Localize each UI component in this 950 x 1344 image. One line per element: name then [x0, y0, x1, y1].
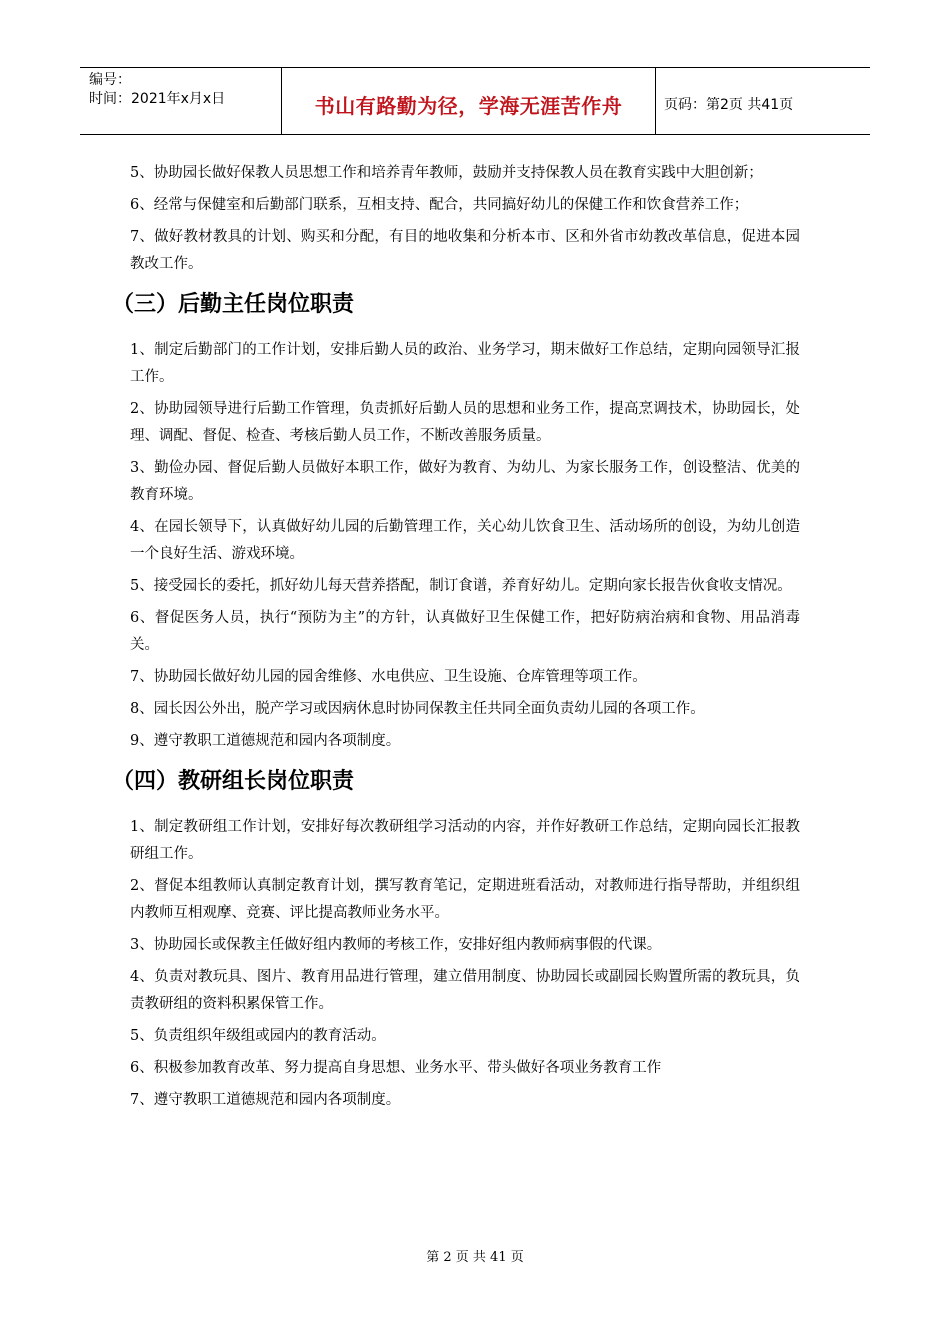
paragraph: 2、协助园领导进行后勤工作管理，负责抓好后勤人员的思想和业务工作，提高烹调技术，协助园长，处理、调配、督促、检查、考核后勤人员工作，不断改善服务质量。	[130, 401, 800, 444]
paragraph: 1、制定教研组工作计划，安排好每次教研组学习活动的内容，并作好教研工作总结，定期向园长汇报教研组工作。	[130, 819, 800, 862]
paragraph: 6、经常与保健室和后勤部门联系，互相支持、配合，共同搞好幼儿的保健工作和饮食营养工作；	[130, 197, 749, 213]
paragraph: 5、协助园长做好保教人员思想工作和培养青年教师，鼓励并支持保教人员在教育实践中大胆创新；	[130, 165, 763, 181]
paragraph: 1、制定后勤部门的工作计划，安排后勤人员的政治、业务学习，期末做好工作总结，定期向园领导汇报工作。	[130, 342, 800, 385]
paragraph: 3、勤俭办园、督促后勤人员做好本职工作，做好为教育、为幼儿、为家长服务工作，创设整洁、优美的教育环境。	[130, 460, 800, 503]
paragraph: 4、在园长领导下，认真做好幼儿园的后勤管理工作，关心幼儿饮食卫生、活动场所的创设，为幼儿创造一个良好生活、游戏环境。	[130, 519, 800, 562]
paragraph: 8、园长因公外出，脱产学习或因病休息时协同保教主任共同全面负责幼儿园的各项工作。	[130, 701, 705, 717]
header-meta	[80, 68, 282, 134]
paragraph: 2、督促本组教师认真制定教育计划，撰写教育笔记，定期进班看活动，对教师进行指导帮助，并组织组内教师互相观摩、竞赛、评比提高教师业务水平。	[130, 878, 800, 921]
document-number-label: 编号：	[89, 72, 131, 88]
document-body	[112, 160, 800, 1119]
header-motto: 书山有路勤为径，学海无涯苦作舟	[282, 68, 656, 134]
paragraph: 5、负责组织年级组或园内的教育活动。	[130, 1028, 386, 1044]
page-header	[80, 67, 870, 135]
paragraph: 7、做好教材教具的计划、购买和分配，有目的地收集和分析本市、区和外省市幼教改革信息，促进本园教改工作。	[130, 229, 800, 272]
paragraph: 6、积极参加教育改革、努力提高自身思想、业务水平、带头做好各项业务教育工作	[130, 1060, 662, 1076]
paragraph: 5、接受园长的委托，抓好幼儿每天营养搭配，制订食谱，养育好幼儿。定期向家长报告伙食收支情况。	[130, 578, 792, 594]
section-heading: （三）后勤主任岗位职责	[112, 292, 355, 317]
paragraph: 7、协助园长做好幼儿园的园舍维修、水电供应、卫生设施、仓库管理等项工作。	[130, 669, 647, 685]
section-four	[130, 814, 800, 1114]
document-date: 时间：2021年x月x日	[89, 91, 226, 107]
paragraph: 3、协助园长或保教主任做好组内教师的考核工作，安排好组内教师病事假的代课。	[130, 937, 662, 953]
paragraph: 7、遵守教职工道德规范和园内各项制度。	[130, 1092, 401, 1108]
section-three	[130, 337, 800, 755]
header-page-info: 页码：第2页 共41页	[664, 97, 794, 113]
section-top	[130, 160, 800, 278]
page-footer: 第 2 页 共 41 页	[426, 1250, 524, 1265]
paragraph: 9、遵守教职工道德规范和园内各项制度。	[130, 733, 401, 749]
paragraph: 6、督促医务人员，执行“预防为主”的方针，认真做好卫生保健工作，把好防病治病和食物、用品消毒关。	[130, 610, 800, 653]
paragraph: 4、负责对教玩具、图片、教育用品进行管理，建立借用制度、协助园长或副园长购置所需的教玩具，负责教研组的资料积累保管工作。	[130, 969, 800, 1012]
section-heading: （四）教研组长岗位职责	[112, 769, 355, 794]
